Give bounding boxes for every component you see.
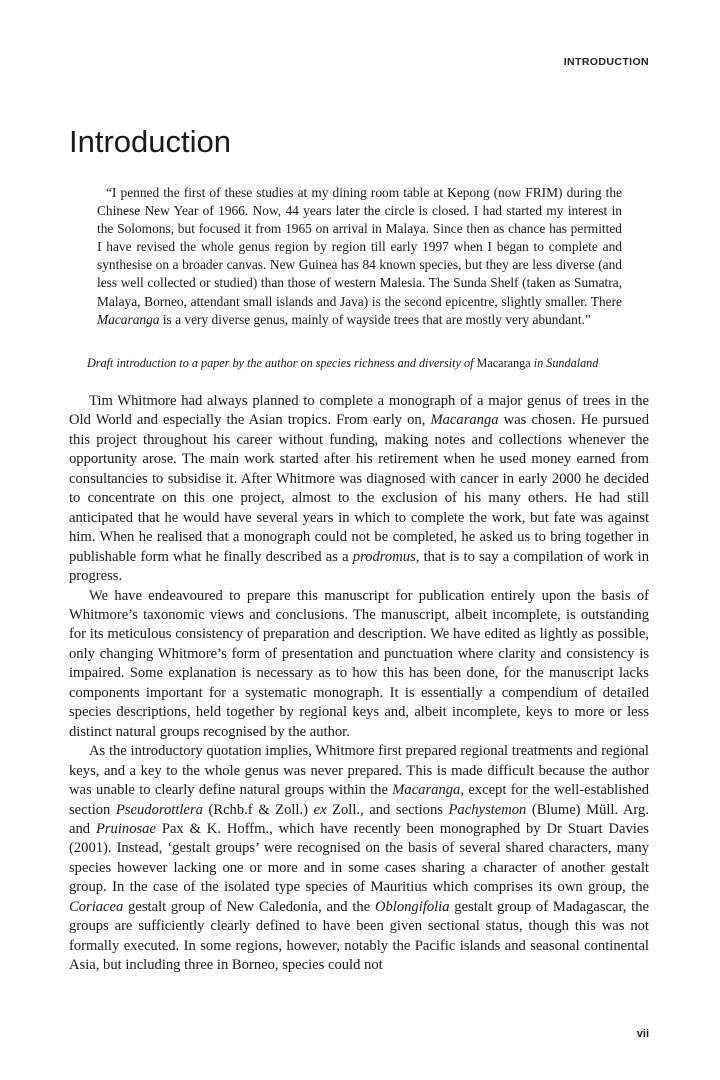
body-text (69, 392, 649, 976)
paragraph-1: Tim Whitmore had always planned to complete a monograph of a major genus of trees in the Old World and especially the Asian tropics. From early on, Macaranga was chosen. He pursued this project throughout his career without funding, making notes and collections whenever the opportunity arose. The main work started after his retirement when he used money earned from consultancies to subsidise it. After Whitmore was diagnosed with cancer in early 2000 he decided to concentrate on this one project, almost to the exclusion of his many others. He had still anticipated that he would have several years in which to complete the work, but fate was against him. When he realised that a monograph could not be completed, he asked us to bring together in publishable form what he finally described as a prodromus, that is to say a compilation of work in progress. (69, 393, 649, 585)
paragraph-2: We have endeavoured to prepare this manuscript for publication entirely upon the basis of Whitmore’s taxonomic views and conclusions. The manuscript, albeit incomplete, is outstanding for its meticulous consistency of preparation and description. We have edited as lightly as possible, only changing Whitmore’s form of presentation and punctuation where clarity and consistency is impaired. Some explanation is necessary as to how this has been done, for the manuscript lacks components important for a systematic monograph. It is essentially a compendium of detailed species descriptions, held together by regional keys and, albeit incomplete, keys to more or less distinct natural groups recognised by the author. (69, 587, 649, 740)
page-number: vii (636, 1028, 649, 1040)
epigraph-attribution: Draft introduction to a paper by the author on species richness and diversity of Macaranga in Sundaland (87, 356, 599, 370)
paragraph-3: As the introductory quotation implies, Whitmore first prepared regional treatments and regional keys, and a key to the whole genus was never prepared. This is made difficult because the author was unable to clearly define natural groups within the Macaranga, except for the well-established section Pseudorottlera (Rchb.f & Zoll.) ex Zoll., and sections Pachystemon (Blume) Müll. Arg. and Pruinosae Pax & K. Hoffm., which have recently been monographed by Dr Stuart Davies (2001). Instead, ‘gestalt groups’ were recognised on the basis of several shared characters, many species however lacking one or more and in some cases sharing a character of another gestalt group. In the case of the isolated type species of Mauritius which comprises its own group, the Coriacea gestalt group of New Caledonia, and the Oblongifolia gestalt group of Madagascar, the groups are sufficiently clearly defined to have been given sectional status, though this was not formally executed. In some regions, however, notably the Pacific islands and seasonal continental Asia, but including three in Borneo, species could not (69, 743, 649, 974)
genus-name: Macaranga (97, 311, 160, 327)
genus-name: Macaranga (476, 356, 531, 370)
running-head: INTRODUCTION (563, 56, 649, 68)
epigraph-quote: “I penned the first of these studies at my dining room table at Kepong (now FRIM) during the Chinese New Year of 1966. Now, 44 years later the circle is closed. I had started my interest in the Solomons, but focused it from 1965 on arrival in Malaya. Since then as chance has permitted I have revised the whole genus region by region till early 1997 when I began to complete and synthesise on a broader canvas. New Guinea has 84 known species, but they are less diverse (and less well collected or studied) than those of western Malesia. The Sunda Shelf (taken as Sumatra, Malaya, Borneo, attendant small islands and Java) is the second epicentre, slightly smaller. There Macaranga is a very diverse genus, mainly of wayside trees that are mostly very abundant.” (97, 185, 622, 327)
epigraph (97, 184, 622, 329)
chapter-title: Introduction (69, 124, 231, 159)
